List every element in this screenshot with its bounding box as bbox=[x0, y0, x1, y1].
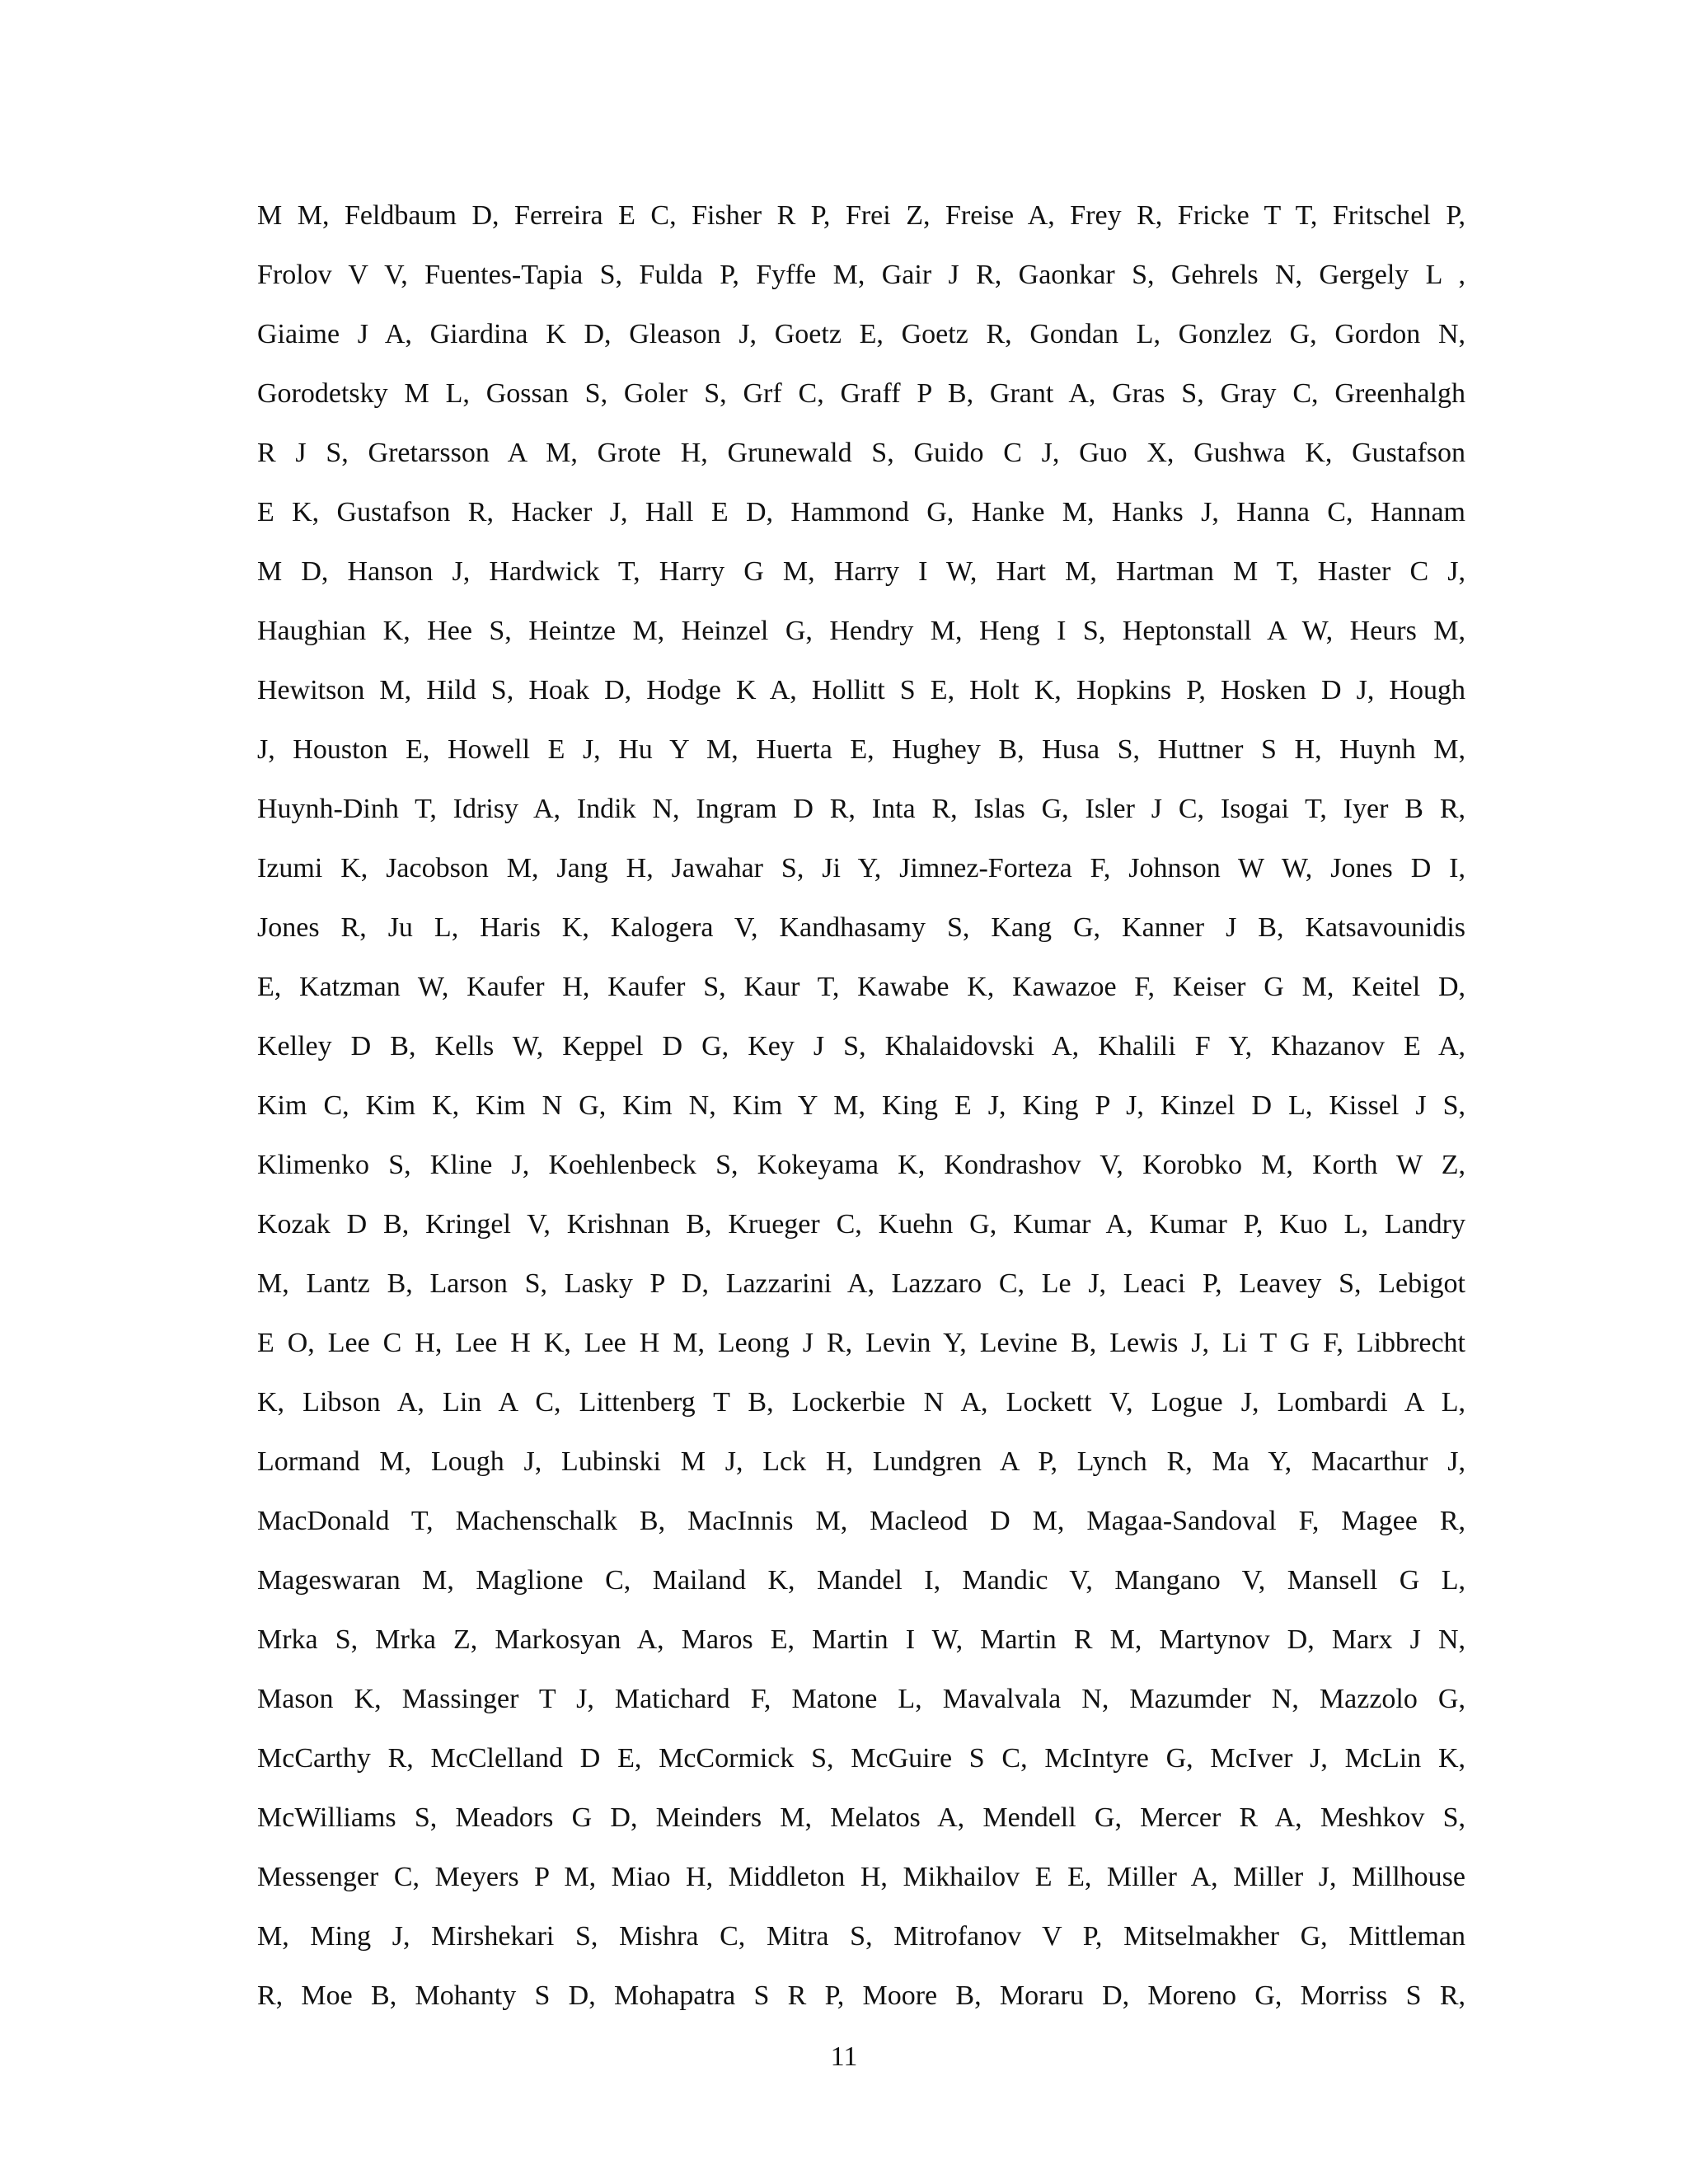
author-line: Kozak D B, Kringel V, Krishnan B, Krueger C, Kuehn G, Kumar A, Kumar P, Kuo L, Landry bbox=[257, 1209, 1465, 1240]
author-line: K, Libson A, Lin A C, Littenberg T B, Lockerbie N A, Lockett V, Logue J, Lombardi A L, bbox=[257, 1387, 1465, 1418]
author-line: Kelley D B, Kells W, Keppel D G, Key J S, Khalaidovski A, Khalili F Y, Khazanov E A, bbox=[257, 1031, 1465, 1062]
author-line: Huynh-Dinh T, Idrisy A, Indik N, Ingram D R, Inta R, Islas G, Isler J C, Isogai T, Iyer B R, bbox=[257, 794, 1465, 824]
author-line: McWilliams S, Meadors G D, Meinders M, Melatos A, Mendell G, Mercer R A, Meshkov S, bbox=[257, 1802, 1465, 1833]
author-line: Kim C, Kim K, Kim N G, Kim N, Kim Y M, King E J, King P J, Kinzel D L, Kissel J S, bbox=[257, 1090, 1465, 1121]
author-line: E K, Gustafson R, Hacker J, Hall E D, Hammond G, Hanke M, Hanks J, Hanna C, Hannam bbox=[257, 497, 1465, 527]
author-line: Jones R, Ju L, Haris K, Kalogera V, Kandhasamy S, Kang G, Kanner J B, Katsavounidis bbox=[257, 912, 1465, 943]
author-line: M, Lantz B, Larson S, Lasky P D, Lazzarini A, Lazzaro C, Le J, Leaci P, Leavey S, Lebigot bbox=[257, 1268, 1465, 1299]
author-line: Hewitson M, Hild S, Hoak D, Hodge K A, Hollitt S E, Holt K, Hopkins P, Hosken D J, Hough bbox=[257, 675, 1465, 705]
author-line: Mageswaran M, Maglione C, Mailand K, Mandel I, Mandic V, Mangano V, Mansell G L, bbox=[257, 1565, 1465, 1596]
page-number: 11 bbox=[830, 2041, 858, 2072]
author-line: Gorodetsky M L, Gossan S, Goler S, Grf C, Graff P B, Grant A, Gras S, Gray C, Greenhalgh bbox=[257, 378, 1465, 409]
author-line: Messenger C, Meyers P M, Miao H, Middleton H, Mikhailov E E, Miller A, Miller J, Millhouse bbox=[257, 1862, 1465, 1892]
author-line: E O, Lee C H, Lee H K, Lee H M, Leong J R, Levin Y, Levine B, Lewis J, Li T G F, Libbrecht bbox=[257, 1328, 1465, 1358]
author-line: E, Katzman W, Kaufer H, Kaufer S, Kaur T, Kawabe K, Kawazoe F, Keiser G M, Keitel D, bbox=[257, 972, 1465, 1002]
author-line: M M, Feldbaum D, Ferreira E C, Fisher R P, Frei Z, Freise A, Frey R, Fricke T T, Fritschel P, bbox=[257, 200, 1465, 231]
author-line: J, Houston E, Howell E J, Hu Y M, Huerta E, Hughey B, Husa S, Huttner S H, Huynh M, bbox=[257, 734, 1465, 765]
author-line: Izumi K, Jacobson M, Jang H, Jawahar S, Ji Y, Jimnez-Forteza F, Johnson W W, Jones D I, bbox=[257, 853, 1465, 883]
author-line: Mrka S, Mrka Z, Markosyan A, Maros E, Martin I W, Martin R M, Martynov D, Marx J N, bbox=[257, 1624, 1465, 1655]
author-line: Mason K, Massinger T J, Matichard F, Matone L, Mavalvala N, Mazumder N, Mazzolo G, bbox=[257, 1684, 1465, 1714]
author-line: Frolov V V, Fuentes-Tapia S, Fulda P, Fyffe M, Gair J R, Gaonkar S, Gehrels N, Gergely L , bbox=[257, 260, 1465, 290]
author-line: R, Moe B, Mohanty S D, Mohapatra S R P, Moore B, Moraru D, Moreno G, Morriss S R, bbox=[257, 1980, 1465, 2011]
author-line: Haughian K, Hee S, Heintze M, Heinzel G, Hendry M, Heng I S, Heptonstall A W, Heurs M, bbox=[257, 616, 1465, 646]
author-line: M D, Hanson J, Hardwick T, Harry G M, Harry I W, Hart M, Hartman M T, Haster C J, bbox=[257, 556, 1465, 587]
author-list bbox=[257, 186, 1465, 2026]
author-line: R J S, Gretarsson A M, Grote H, Grunewald S, Guido C J, Guo X, Gushwa K, Gustafson bbox=[257, 438, 1465, 468]
author-line: Klimenko S, Kline J, Koehlenbeck S, Kokeyama K, Kondrashov V, Korobko M, Korth W Z, bbox=[257, 1150, 1465, 1180]
author-line: Giaime J A, Giardina K D, Gleason J, Goetz E, Goetz R, Gondan L, Gonzlez G, Gordon N, bbox=[257, 319, 1465, 349]
author-line: McCarthy R, McClelland D E, McCormick S, McGuire S C, McIntyre G, McIver J, McLin K, bbox=[257, 1743, 1465, 1774]
author-line: Lormand M, Lough J, Lubinski M J, Lck H, Lundgren A P, Lynch R, Ma Y, Macarthur J, bbox=[257, 1446, 1465, 1477]
author-line: MacDonald T, Machenschalk B, MacInnis M, Macleod D M, Magaa-Sandoval F, Magee R, bbox=[257, 1506, 1465, 1536]
author-line: M, Ming J, Mirshekari S, Mishra C, Mitra S, Mitrofanov V P, Mitselmakher G, Mittleman bbox=[257, 1921, 1465, 1952]
